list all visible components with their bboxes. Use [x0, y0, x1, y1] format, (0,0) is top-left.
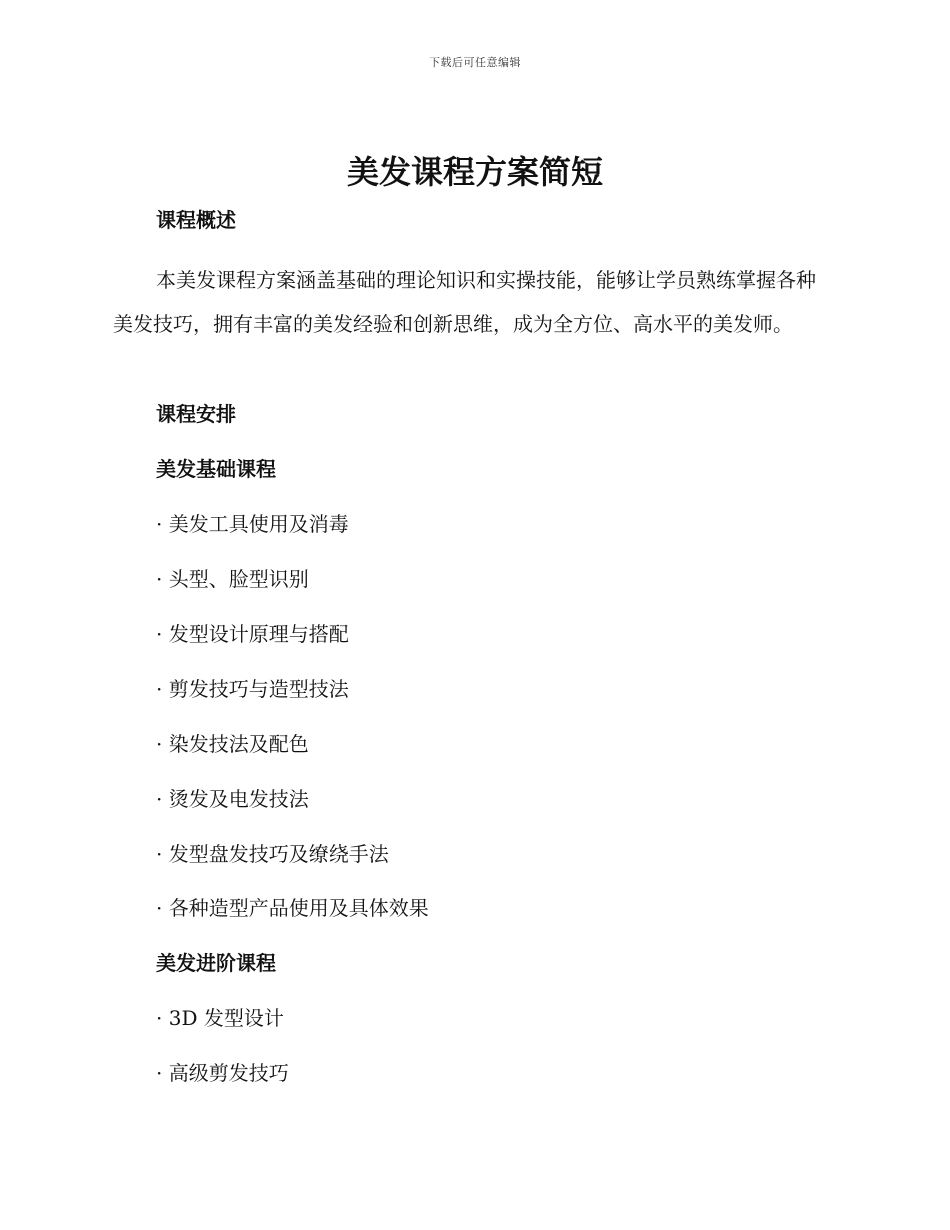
basic-course-heading: 美发基础课程 — [156, 457, 276, 481]
list-item: · 高级剪发技巧 — [156, 1061, 289, 1085]
list-item: · 染发技法及配色 — [156, 732, 309, 756]
list-item: · 发型设计原理与搭配 — [156, 622, 349, 646]
list-item: · 各种造型产品使用及具体效果 — [156, 896, 429, 920]
header-note: 下载后可任意编辑 — [429, 56, 521, 69]
schedule-heading: 课程安排 — [156, 402, 236, 426]
list-item: · 剪发技巧与造型技法 — [156, 677, 349, 701]
list-item: · 美发工具使用及消毒 — [156, 512, 349, 536]
document-title: 美发课程方案简短 — [346, 153, 603, 191]
list-item: · 发型盘发技巧及缭绕手法 — [156, 842, 389, 866]
overview-paragraph: 本美发课程方案涵盖基础的理论知识和实操技能，能够让学员熟练掌握各种美发技巧，拥有丰富的美发经验和创新思维，成为全方位、高水平的美发师。 — [113, 268, 816, 336]
advanced-course-heading: 美发进阶课程 — [156, 951, 276, 975]
list-item: · 3D 发型设计 — [156, 1006, 284, 1030]
overview-heading: 课程概述 — [156, 208, 236, 232]
list-item: · 头型、脸型识别 — [156, 567, 309, 591]
list-item: · 烫发及电发技法 — [156, 787, 309, 811]
